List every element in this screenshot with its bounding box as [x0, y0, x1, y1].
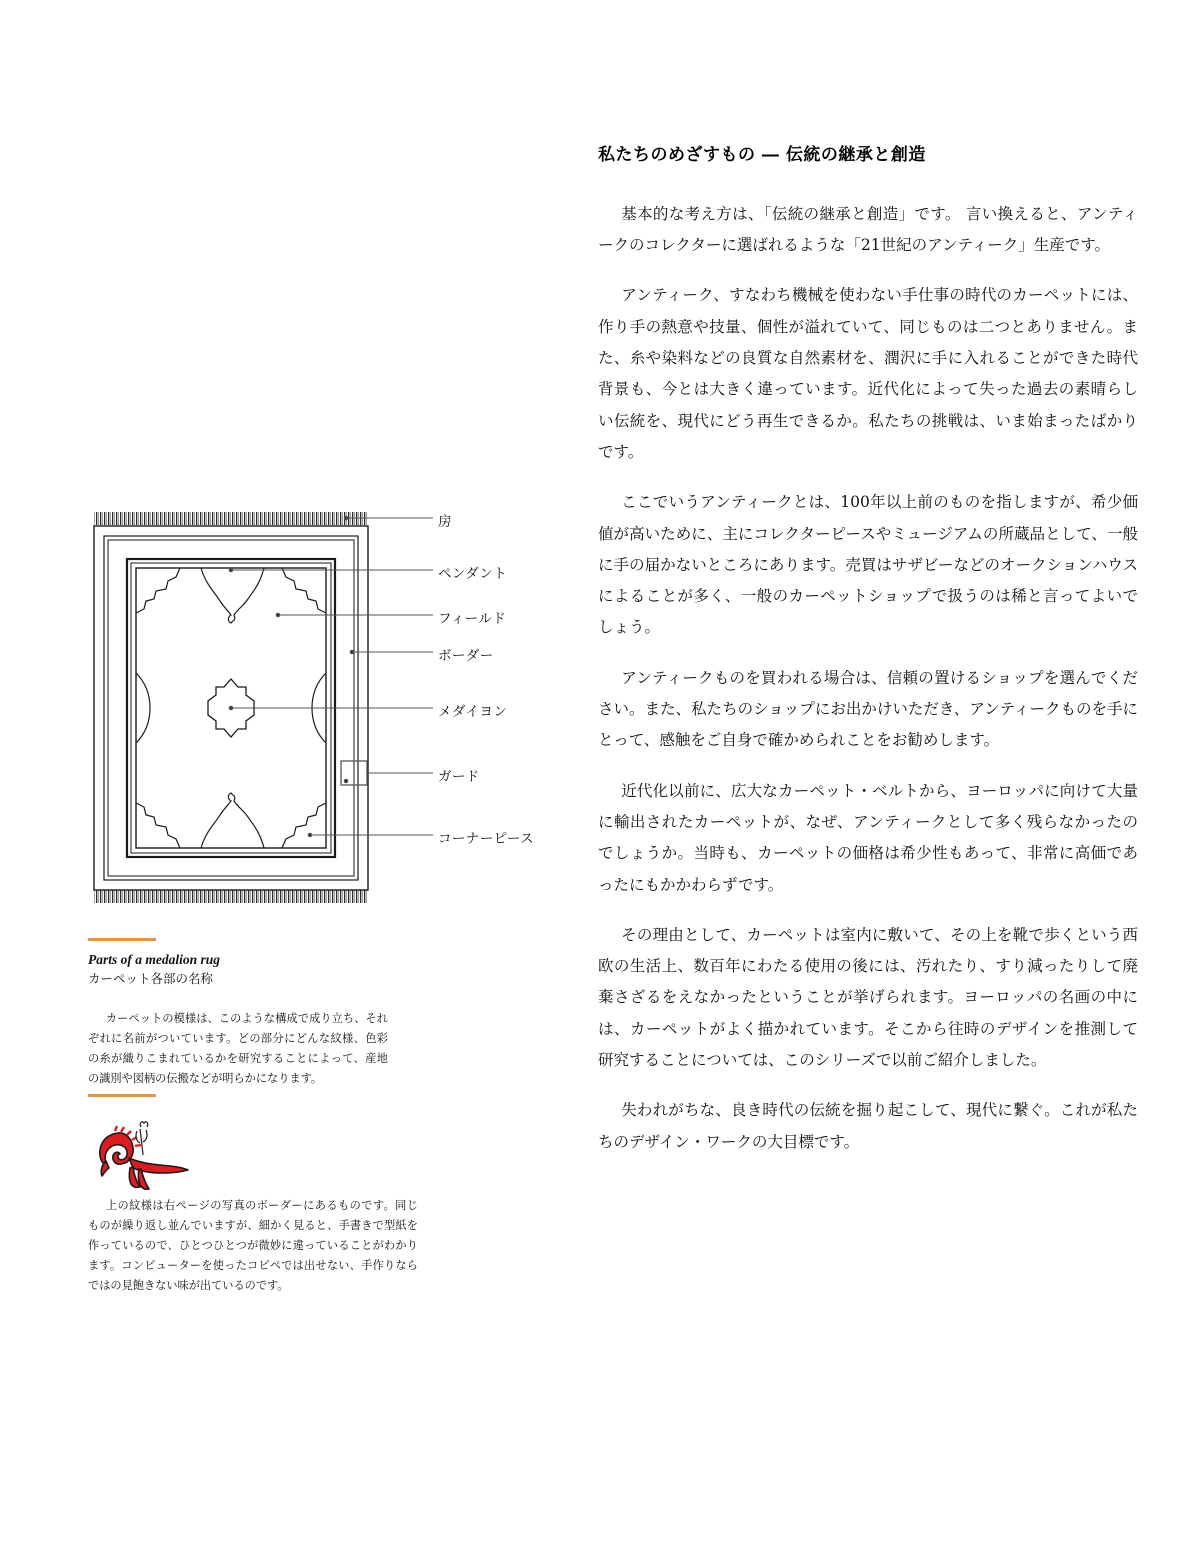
fringe-bottom [94, 890, 368, 903]
article-paragraph: アンティーク、すなわち機械を使わない手仕事の時代のカーペットには、作り手の熱意や技量、個性が溢れていて、同じものは二つとありません。また、糸や染料などの良質な自然素材を、潤沢に手に入れることができた時代背景も、今とは大きく違っています。近代化によって失った過去の素晴らしい伝統を、現代にどう再生できるか。私たちの挑戦は、いま始まったばかりです。 [598, 286, 1138, 461]
fringe-top [94, 512, 368, 525]
diagram-caption-block [88, 938, 418, 1089]
diagram-label-pendant: ペンダント [438, 566, 508, 582]
diagram-label-fringe: 房 [438, 514, 452, 530]
caption-rule [88, 938, 156, 941]
motif-block [88, 1094, 418, 1200]
motif-rule [88, 1094, 156, 1097]
article-paragraph: 失われがちな、良き時代の伝統を掘り起こして、現代に繋ぐ。これが私たちのデザイン・ワークの大目標です。 [598, 1101, 1138, 1151]
article-paragraph: 近代化以前に、広大なカーペット・ベルトから、ヨーロッパに向けて大量に輸出されたカーペットが、なぜ、アンティークとして多く残らなかったのでしょうか。当時も、カーペットの価格は希少性もあって、非常に高価であったにもかかわらずです。 [598, 781, 1138, 894]
diagram-label-corner-piece: コーナーピース [438, 831, 535, 847]
diagram-label-guard: ガード [438, 769, 480, 785]
caption-title-en: Parts of a medalion rug [88, 951, 221, 967]
article-paragraph: ここでいうアンティークとは、100年以上前のものを指しますが、希少価値が高いために、主にコレクターピースやミュージアムの所蔵品として、一般に手の届かないところにあります。売買はサザビーなどのオークションハウスによることが多く、一般のカーペットショップで扱うのは稀と言ってよいでしょう。 [598, 493, 1138, 637]
diagram-label-medallion: メダイヨン [438, 704, 508, 720]
article-paragraph: その理由として、カーペットは室内に敷いて、その上を靴で歩くという西欧の生活上、数百年にわたる使用の後には、汚れたり、すり減ったりして廃棄さざるをえなかったということが挙げられます。ヨーロッパの名画の中には、カーペットがよく描かれています。そこから往時のデザインを推測して研究することについては、このシリーズで以前ご紹介しました。 [598, 925, 1138, 1069]
motif-note-body: 上の紋様は右ページの写真のボーダーにあるものです。同じものが繰り返し並んでいますが、細かく見ると、手書きで型紙を作っているので、ひとつひとつが微妙に違っていることがわかります。コンピューターを使ったコピペでは出せない、手作りならではの見飽きない味が出ているのです。 [88, 1199, 418, 1292]
diagram-label-border: ボーダー [438, 648, 494, 664]
diagram-label-field: フィールド [438, 611, 507, 627]
left-column [88, 505, 548, 910]
rug-diagram [88, 505, 548, 910]
article-paragraph: 基本的な考え方は、「伝統の継承と創造」です。 言い換えると、アンティークのコレクターに選ばれるような「21世紀のアンティーク」生産です。 [598, 204, 1138, 255]
caption-body: カーペットの模様は、このような構成で成り立ち、それぞれに名前がついています。どの部分にどんな紋様、色彩の糸が織りこまれているかを研究することによって、産地の識別や図柄の伝搬などが明らかになります。 [88, 1011, 388, 1085]
article-paragraph: アンティークものを買われる場合は、信頼の置けるショップを選んでください。また、私たちのショップにお出かけいただき、アンティークものを手にとって、感触をご自身で確かめられことをお勧めします。 [598, 668, 1138, 750]
article-heading: 私たちのめざすもの ― 伝統の継承と創造 [598, 145, 926, 166]
caption-title-ja: カーペット各部の名称 [88, 971, 214, 987]
article-column [598, 132, 1138, 1177]
red-dragon-motif-icon [88, 1117, 208, 1195]
